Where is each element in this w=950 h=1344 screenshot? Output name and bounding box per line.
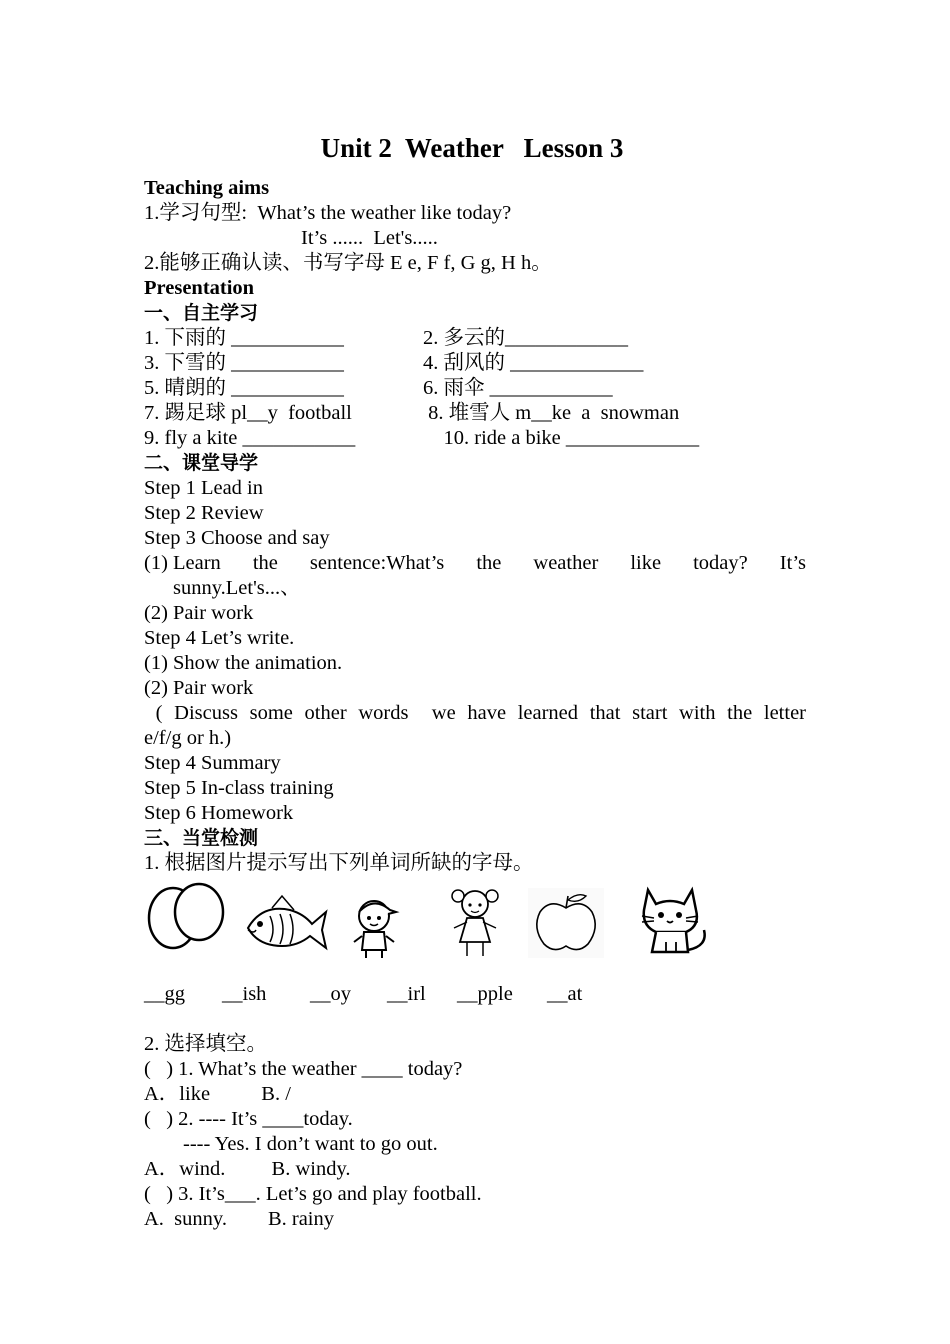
mc-options: A．like B. / [144,1083,291,1105]
blank-word: __gg [144,983,185,1005]
vocab-row [144,401,806,426]
section-heading-2: 二、课堂导学 [144,452,259,474]
step-line: Step 2 Review [144,502,264,524]
vocab-item: 6. 雨伞 ____________ [423,377,613,399]
question-2: 2. 选择填空。 [144,1033,267,1055]
aim-line-1: 1.学习句型: What’s the weather like today? [144,202,512,224]
vocab-row [144,376,806,401]
girl-picture [444,884,506,962]
boy-picture [350,892,402,962]
vocab-item: 4. 刮风的 _____________ [423,352,644,374]
picture-row [144,882,806,970]
step-line: e/f/g or h.) [144,727,232,749]
mc-question: ( ) 3. It’s___. Let’s go and play football. [144,1183,482,1205]
page-title: Unit 2 Weather Lesson 3 [320,133,624,163]
egg-picture [146,882,226,952]
step-line: Step 1 Lead in [144,477,263,499]
step-line: Step 4 Let’s write. [144,627,295,649]
step-text: Pair work [173,602,254,624]
aim-line-2: It’s ...... Let's..... [301,227,438,249]
vocab-row [144,426,806,451]
vocab-item: 5. 晴朗的 ___________ [144,377,344,399]
step-sub-item [144,601,806,626]
vocab-item: 7. 踢足球 pl__y football [144,402,352,424]
vocab-row [144,326,806,351]
step-line: Step 3 Choose and say [144,527,330,549]
item-number: (1) [144,552,168,574]
mc-options: A. sunny. B. rainy [144,1208,334,1230]
step-sub-item [144,551,806,601]
step-line: ( Discuss some other words we have learned that start with the letter [144,702,806,724]
step-text: sunny.Let's...、 [173,577,301,599]
mc-question: ( ) 1. What’s the weather ____ today? [144,1058,463,1080]
item-number: (2) [144,602,168,624]
vocab-row [144,351,806,376]
teaching-aims-heading: Teaching aims [144,177,270,199]
aim-line-3: 2.能够正确认读、书写字母 E e, F f, G g, H h。 [144,252,552,274]
mc-options: A．wind. B. windy. [144,1158,351,1180]
step-line: (2) Pair work [144,677,254,699]
blank-row [144,982,806,1007]
blank-word: __oy [310,983,351,1005]
vocab-item: 10. ride a bike _____________ [423,427,700,449]
step-line: Step 5 In-class training [144,777,334,799]
step-line: (1) Show the animation. [144,652,343,674]
blank-word: __pple [457,983,513,1005]
question-1: 1. 根据图片提示写出下列单词所缺的字母。 [144,852,534,874]
section-heading-3: 三、当堂检测 [144,827,259,849]
presentation-heading: Presentation [144,277,255,299]
vocab-item: 1. 下雨的 ___________ [144,327,344,349]
vocab-item: 9. fly a kite ___________ [144,427,356,449]
cat-picture [636,880,716,960]
vocab-item: 2. 多云的____________ [423,327,628,349]
vocab-item: 3. 下雪的 ___________ [144,352,344,374]
step-line: Step 4 Summary [144,752,281,774]
mc-question-continued: ---- Yes. I don’t want to go out. [183,1133,438,1155]
fish-picture [242,890,328,956]
apple-picture [528,888,604,958]
blank-word: __at [547,983,583,1005]
blank-word: __irl [387,983,426,1005]
document-page [144,130,806,1232]
section-heading-1: 一、自主学习 [144,302,259,324]
step-line: Step 6 Homework [144,802,294,824]
blank-word: __ish [222,983,267,1005]
mc-question: ( ) 2. ---- It’s ____today. [144,1108,353,1130]
step-text: Learn the sentence:What’s the weather like today? It’s [173,552,806,574]
vocab-item: 8. 堆雪人 m__ke a snowman [423,402,680,424]
